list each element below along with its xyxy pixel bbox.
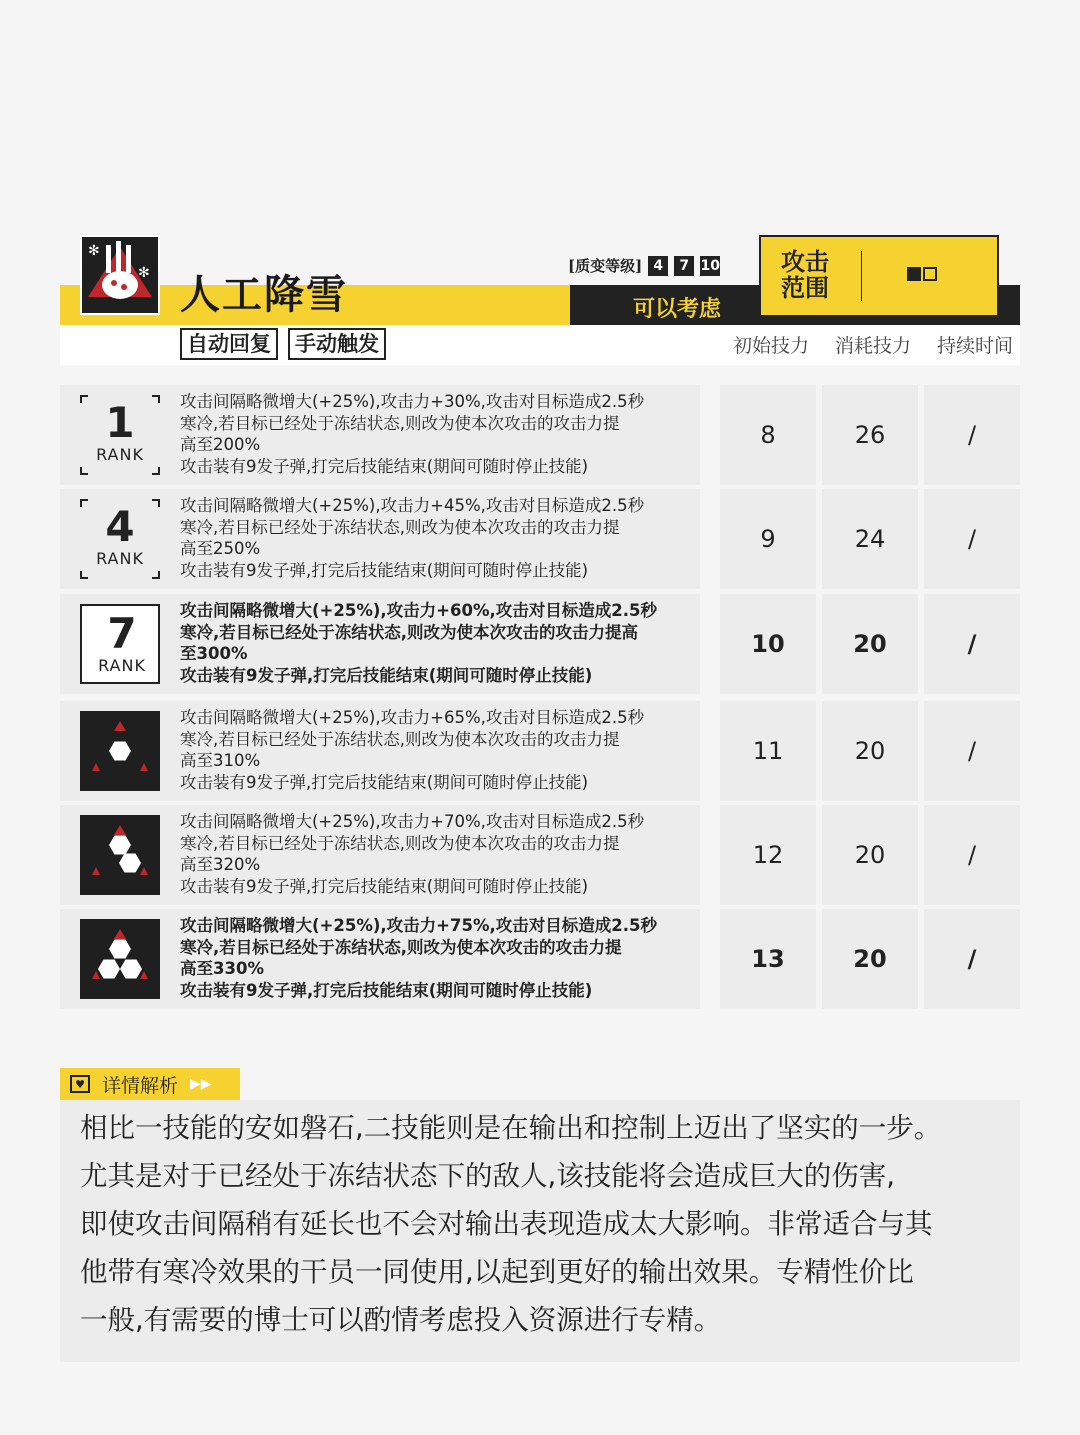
duration-value: / xyxy=(924,909,1020,1009)
description-line: 高至250% xyxy=(180,539,261,558)
description-line: 攻击间隔略微增大(+25%),攻击力+30%,攻击对目标造成2.5秒 xyxy=(180,392,645,411)
description-line: 攻击装有9发子弹,打完后技能结束(期间可随时停止技能) xyxy=(180,980,593,1000)
attack-range-box xyxy=(759,235,999,315)
description-line: 寒冷,若目标已经处于冻结状态,则改为使本次攻击的攻击力提 xyxy=(180,413,620,433)
analysis-line: 一般,有需要的博士可以酌情考虑投入资源进行专精。 xyxy=(80,1304,722,1336)
mutation-level-4: 4 xyxy=(648,256,668,276)
rank-label: RANK xyxy=(96,549,144,568)
description-line: 寒冷,若目标已经处于冻结状态,则改为使本次攻击的攻击力提 xyxy=(180,729,620,749)
rank-row xyxy=(60,489,1020,589)
play-arrow-icon: ▶▶ xyxy=(190,1076,212,1092)
range-target-cell xyxy=(923,267,937,281)
analysis-line: 他带有寒冷效果的干员一同使用,以起到更好的输出效果。专精性价比 xyxy=(80,1256,914,1288)
sp-cost-value: 20 xyxy=(822,701,918,801)
header-initial-sp: 初始技力 xyxy=(732,335,809,357)
rank-badge xyxy=(80,499,160,579)
description-cell xyxy=(60,805,700,905)
description-line: 高至330% xyxy=(180,959,264,978)
sp-cost-value: 20 xyxy=(822,594,918,694)
stat-headers xyxy=(720,331,1026,358)
description-line: 高至320% xyxy=(180,855,261,874)
rank-label: RANK xyxy=(98,656,146,675)
tag-auto-recovery: 自动回复 xyxy=(180,328,278,360)
description-line: 攻击间隔略微增大(+25%),攻击力+45%,攻击对目标造成2.5秒 xyxy=(180,496,645,515)
sp-cost-value: 24 xyxy=(822,489,918,589)
analysis-tab-label: 详情解析 xyxy=(102,1074,179,1097)
attack-range-title: 攻击范围 xyxy=(781,248,829,302)
description-line: 攻击间隔略微增大(+25%),攻击力+65%,攻击对目标造成2.5秒 xyxy=(180,708,645,727)
description-line: 至300% xyxy=(180,644,248,663)
duration-value: / xyxy=(924,805,1020,905)
description-line: 寒冷,若目标已经处于冻结状态,则改为使本次攻击的攻击力提 xyxy=(180,937,622,957)
description-line: 攻击装有9发子弹,打完后技能结束(期间可随时停止技能) xyxy=(180,876,589,896)
header-sp-cost: 消耗技力 xyxy=(834,335,911,357)
initial-sp-value: 13 xyxy=(720,909,816,1009)
mutation-level-10: 10 xyxy=(700,257,720,274)
skill-icon xyxy=(80,235,160,315)
mutation-levels xyxy=(568,255,720,276)
skill-description xyxy=(180,811,695,897)
sp-cost-value: 20 xyxy=(822,805,918,905)
duration-value: / xyxy=(924,701,1020,801)
initial-sp-value: 12 xyxy=(720,805,816,905)
initial-sp-value: 8 xyxy=(720,385,816,485)
range-self-cell xyxy=(907,267,921,281)
description-line: 寒冷,若目标已经处于冻结状态,则改为使本次攻击的攻击力提高 xyxy=(180,622,639,642)
rank-badge xyxy=(80,604,160,684)
analysis-line: 即使攻击间隔稍有延长也不会对输出表现造成太大影响。非常适合与其 xyxy=(80,1208,933,1240)
description-line: 攻击间隔略微增大(+25%),攻击力+70%,攻击对目标造成2.5秒 xyxy=(180,812,645,831)
skill-description xyxy=(180,391,695,477)
rank-number: 4 xyxy=(105,502,135,551)
description-line: 攻击间隔略微增大(+25%),攻击力+60%,攻击对目标造成2.5秒 xyxy=(180,601,657,620)
rank-row xyxy=(60,805,1020,905)
skill-description xyxy=(180,915,695,1001)
mutation-level-7: 7 xyxy=(674,256,694,276)
description-line: 攻击间隔略微增大(+25%),攻击力+75%,攻击对目标造成2.5秒 xyxy=(180,916,657,935)
analysis-line: 尤其是对于已经处于冻结状态下的敌人,该技能将会造成巨大的伤害, xyxy=(80,1160,895,1192)
mastery-2-icon xyxy=(80,815,160,895)
skill-tags xyxy=(180,328,386,360)
attack-range-grid xyxy=(907,267,937,281)
description-cell xyxy=(60,489,700,589)
skill-description xyxy=(180,600,695,686)
rank-number: 7 xyxy=(107,609,137,658)
tag-manual-trigger: 手动触发 xyxy=(288,328,386,360)
mutation-label: [质变等级] xyxy=(568,257,643,275)
mastery-3-icon xyxy=(80,919,160,999)
description-line: 寒冷,若目标已经处于冻结状态,则改为使本次攻击的攻击力提 xyxy=(180,517,620,537)
description-line: 攻击装有9发子弹,打完后技能结束(期间可随时停止技能) xyxy=(180,456,589,476)
description-cell xyxy=(60,385,700,485)
svg-text:✻: ✻ xyxy=(138,265,150,281)
heart-icon: ♥ xyxy=(70,1075,90,1093)
skill-header xyxy=(60,235,1020,365)
duration-value: / xyxy=(924,489,1020,589)
recommendation-label: 可以考虑 xyxy=(633,297,722,322)
description-line: 攻击装有9发子弹,打完后技能结束(期间可随时停止技能) xyxy=(180,560,589,580)
skill-description xyxy=(180,495,695,581)
analysis-tab xyxy=(60,1068,240,1100)
header-duration: 持续时间 xyxy=(936,335,1013,357)
analysis-line: 相比一技能的安如磐石,二技能则是在输出和控制上迈出了坚实的一步。 xyxy=(80,1112,942,1144)
initial-sp-value: 11 xyxy=(720,701,816,801)
description-line: 寒冷,若目标已经处于冻结状态,则改为使本次攻击的攻击力提 xyxy=(180,833,620,853)
range-divider xyxy=(861,251,862,301)
description-line: 攻击装有9发子弹,打完后技能结束(期间可随时停止技能) xyxy=(180,665,593,685)
duration-value: / xyxy=(924,385,1020,485)
description-line: 高至310% xyxy=(180,751,261,770)
initial-sp-value: 10 xyxy=(720,594,816,694)
rank-row xyxy=(60,594,1020,694)
skill-description xyxy=(180,707,695,793)
description-line: 攻击装有9发子弹,打完后技能结束(期间可随时停止技能) xyxy=(180,772,589,792)
sp-cost-value: 26 xyxy=(822,385,918,485)
rank-row xyxy=(60,701,1020,801)
rank-number: 1 xyxy=(105,398,135,447)
initial-sp-value: 9 xyxy=(720,489,816,589)
rank-row xyxy=(60,909,1020,1009)
sp-cost-value: 20 xyxy=(822,909,918,1009)
analysis-box xyxy=(60,1100,1020,1362)
rank-label: RANK xyxy=(96,445,144,464)
duration-value: / xyxy=(924,594,1020,694)
description-cell xyxy=(60,594,700,694)
svg-text:✻: ✻ xyxy=(88,243,100,259)
rank-badge xyxy=(80,395,160,475)
mastery-1-icon xyxy=(80,711,160,791)
skill-name: 人工降雪 xyxy=(180,271,348,318)
analysis-text xyxy=(80,1104,1010,1344)
description-line: 高至200% xyxy=(180,435,261,454)
rank-row xyxy=(60,385,1020,485)
description-cell xyxy=(60,701,700,801)
description-cell xyxy=(60,909,700,1009)
